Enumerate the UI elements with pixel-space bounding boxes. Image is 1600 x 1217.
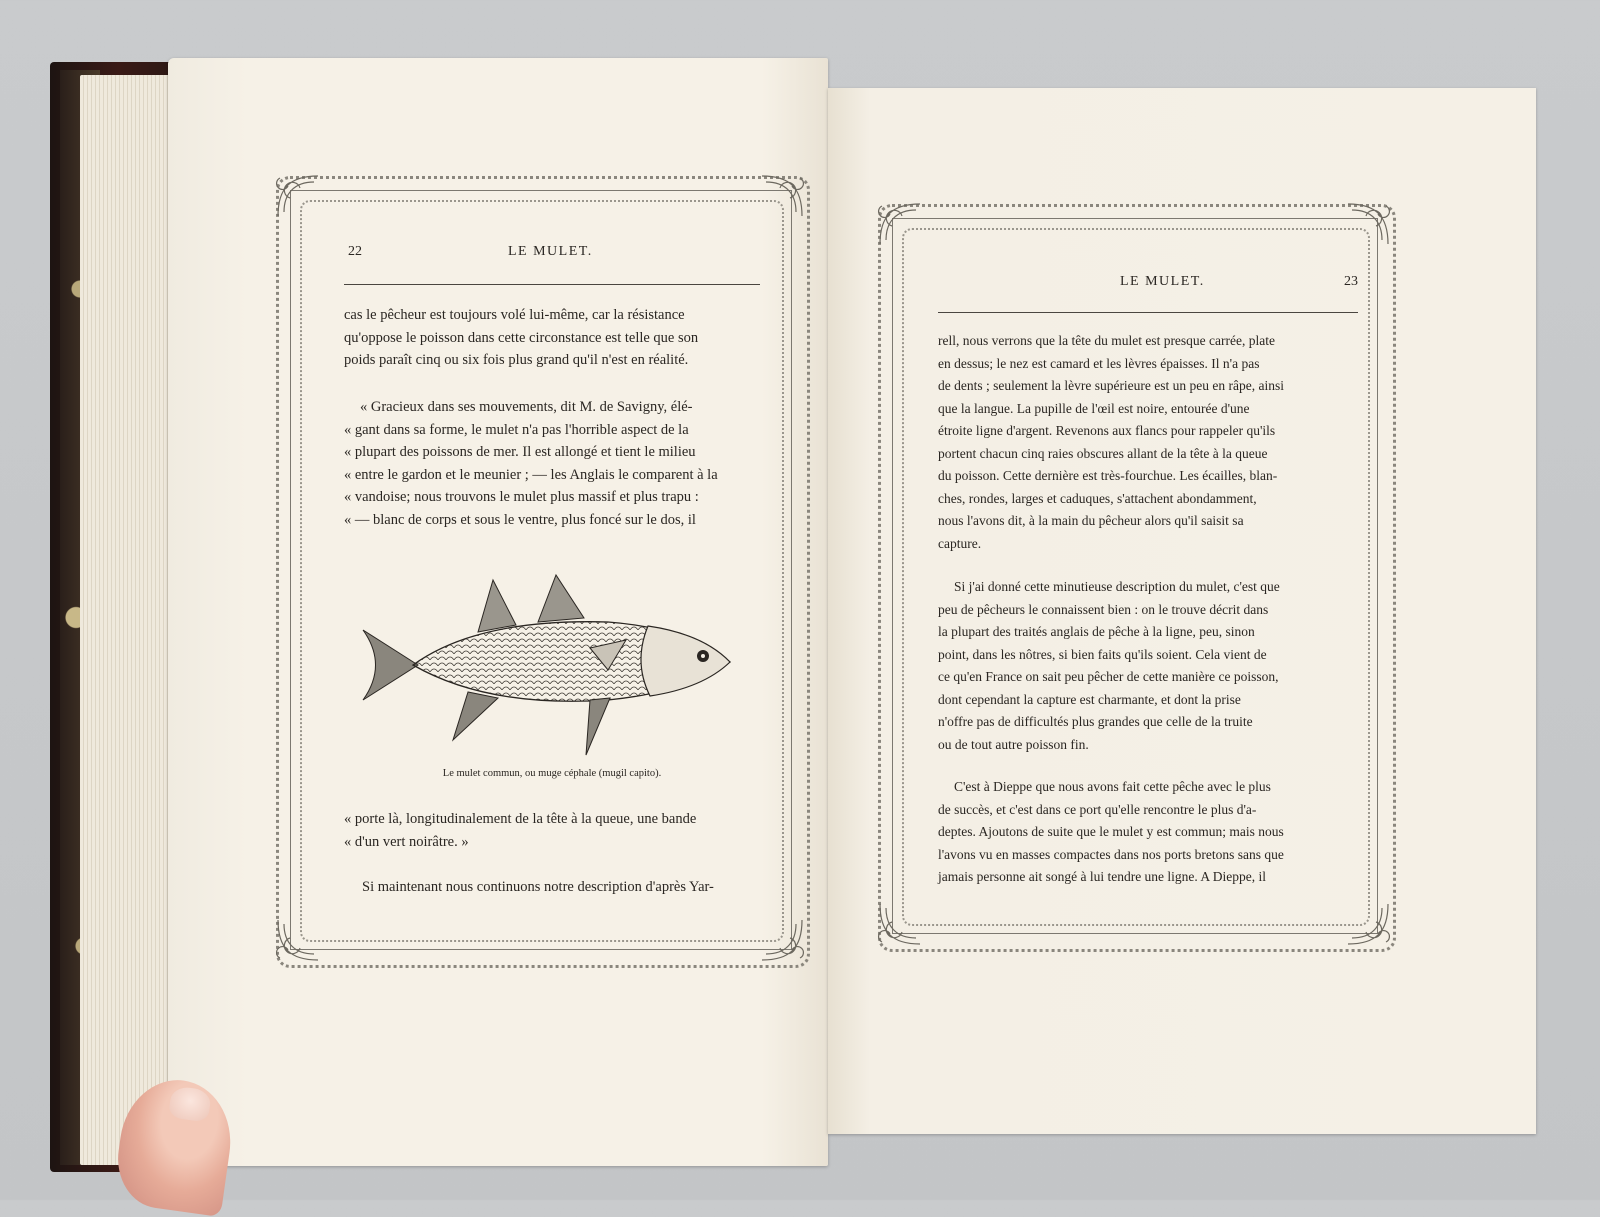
- text-line: ou de tout autre poisson fin.: [938, 736, 1089, 752]
- running-head: LE MULET.: [1120, 274, 1205, 289]
- ornament-corner-icon: [270, 912, 326, 968]
- text-block-last: [344, 876, 760, 899]
- fish-engraving-icon: [358, 570, 738, 760]
- text-line: « Gracieux dans ses mouvements, dit M. de Savigny, élé-: [360, 399, 693, 415]
- text-block-top: [344, 304, 760, 372]
- text-line: ches, rondes, larges et caduques, s'attachent abondamment,: [938, 490, 1257, 506]
- text-line: nous l'avons dit, à la main du pêcheur alors qu'il saisit sa: [938, 513, 1244, 528]
- text-line: en dessus; le nez est camard et les lèvres épaisses. Il n'a pas: [938, 355, 1260, 371]
- ornament-corner-icon: [754, 168, 810, 224]
- text-line: « plupart des poissons de mer. Il est allongé et tient le milieu: [344, 444, 696, 460]
- text-line: rell, nous verrons que la tête du mulet est presque carrée, plate: [938, 333, 1275, 348]
- right-page[interactable]: [828, 88, 1536, 1134]
- page-number: 23: [1344, 274, 1358, 289]
- text-line: que la langue. La pupille de l'œil est noire, entourée d'une: [938, 400, 1250, 416]
- header-rule: [938, 312, 1358, 313]
- text-line: point, dans les nôtres, si bien faits qu'ils soient. Cela vient de: [938, 646, 1267, 662]
- text-line: Si j'ai donné cette minutieuse description du mulet, c'est que: [954, 579, 1280, 594]
- ornament-corner-icon: [1340, 896, 1396, 952]
- text-line: la plupart des traités anglais de pêche à la ligne, peu, sinon: [938, 624, 1255, 639]
- ornament-corner-icon: [872, 896, 928, 952]
- left-page[interactable]: [168, 58, 828, 1166]
- paragraph-2: [938, 576, 1358, 756]
- text-line: étroite ligne d'argent. Revenons aux flancs pour rappeler qu'ils: [938, 423, 1276, 438]
- text-line: portent chacun cinq raies obscures allant de la tête à la queue: [938, 445, 1268, 461]
- text-line: qu'oppose le poisson dans cette circonstance est telle que son: [344, 329, 699, 346]
- text-line: cas le pêcheur est toujours volé lui-même, car la résistance: [344, 307, 685, 323]
- text-line: capture.: [938, 535, 982, 551]
- text-line: de succès, et c'est dans ce port qu'elle rencontre le plus d'a-: [938, 801, 1257, 817]
- text-line: n'offre pas de difficultés plus grandes que celle de la truite: [938, 714, 1253, 729]
- text-line: dont cependant la capture est charmante, et dont la prise: [938, 691, 1241, 707]
- text-line: « entre le gardon et le meunier ; — les Anglais le comparent à la: [344, 466, 718, 483]
- text-line: deptes. Ajoutons de suite que le mulet y est commun; mais nous: [938, 824, 1284, 839]
- text-line: du poisson. Cette dernière est très-fourchue. Les écailles, blan-: [938, 468, 1278, 483]
- text-line: « d'un vert noirâtre. »: [344, 833, 469, 850]
- text-line: jamais personne ait songé à lui tendre une ligne. A Dieppe, il: [938, 869, 1267, 884]
- figure-caption: Le mulet commun, ou muge céphale (mugil capito).: [442, 768, 662, 779]
- text-line: de dents ; seulement la lèvre supérieure est un peu en râpe, ainsi: [938, 378, 1284, 393]
- text-line: Si maintenant nous continuons notre description d'après Yar-: [362, 879, 714, 895]
- ornament-corner-icon: [872, 196, 928, 252]
- text-line: C'est à Dieppe que nous avons fait cette pêche avec le plus: [954, 779, 1271, 794]
- text-line: « porte là, longitudinalement de la tête à la queue, une bande: [344, 811, 697, 827]
- text-line: poids paraît cinq ou six fois plus grand qu'il n'est en réalité.: [344, 352, 689, 368]
- ornament-corner-icon: [754, 912, 810, 968]
- running-head: LE MULET.: [508, 244, 593, 259]
- ornament-corner-icon: [1340, 196, 1396, 252]
- text-line: ce qu'en France on sait peu pêcher de cette manière ce poisson,: [938, 669, 1279, 684]
- ornament-corner-icon: [270, 168, 326, 224]
- text-line: l'avons vu en masses compactes dans nos ports bretons sans que: [938, 846, 1284, 862]
- text-line: peu de pêcheurs le connaissent bien : on le trouve décrit dans: [938, 601, 1269, 617]
- header-rule: [344, 284, 760, 285]
- text-block-bottom: [344, 808, 760, 853]
- paragraph-3: [938, 776, 1358, 889]
- text-line: « gant dans sa forme, le mulet n'a pas l'horrible aspect de la: [344, 421, 689, 438]
- paragraph-1: [938, 330, 1358, 555]
- text-line: « vandoise; nous trouvons le mulet plus massif et plus trapu :: [344, 489, 699, 505]
- page-number: 22: [348, 244, 362, 259]
- quote-block: [344, 396, 760, 531]
- text-line: « — blanc de corps et sous le ventre, plus foncé sur le dos, il: [344, 511, 696, 528]
